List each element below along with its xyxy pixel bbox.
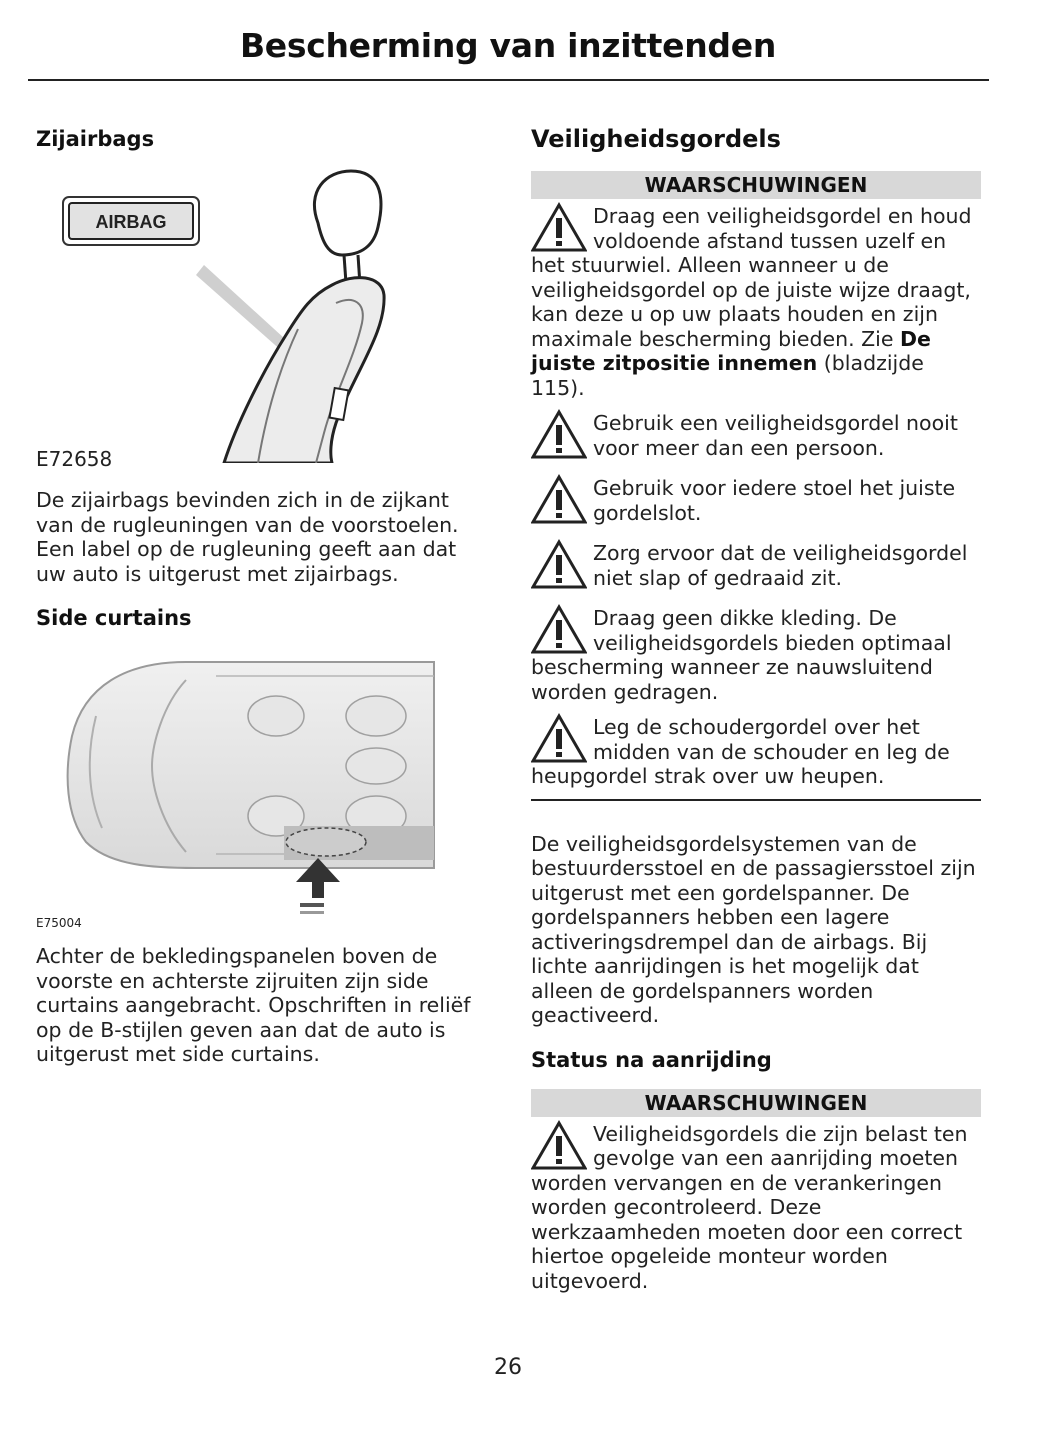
warning-text-suffix: (bladzijde 115). <box>531 351 924 400</box>
warnings-end-divider <box>531 799 981 801</box>
section-heading-seatbelts: Veiligheidsgordels <box>531 125 781 153</box>
page-title: Bescherming van inzittenden <box>239 26 777 65</box>
section-heading-side-curtains: Side curtains <box>36 606 192 630</box>
warning-item <box>531 606 981 704</box>
warning-item <box>531 1122 981 1294</box>
warning-item <box>531 715 981 789</box>
side-curtain-figure <box>36 646 491 922</box>
warning-text: Gebruik een veiligheidsgordel nooit voor meer dan een persoon. <box>593 411 958 460</box>
airbag-label-text: AIRBAG <box>95 212 167 232</box>
warning-text: Draag een veiligheidsgordel en houd voldoende afstand tussen uzelf en het stuurwiel. Alleen wanneer u de veiligheidsgordel op de juiste wijze draagt, kan deze u op uw plaats houden en zijn maximale bescherming bieden. Zie <box>531 204 972 351</box>
seat-illustration <box>36 163 491 463</box>
warning-item <box>531 204 981 400</box>
figure-code: E75004 <box>36 916 82 930</box>
left-column <box>36 124 491 1067</box>
warning-triangle-icon <box>531 409 587 459</box>
warning-text: Zorg ervoor dat de veiligheidsgordel niet slap of gedraaid zit. <box>593 541 968 590</box>
warning-triangle-icon <box>531 1120 587 1170</box>
paragraph: De zijairbags bevinden zich in de zijkant van de rugleuningen van de voorstoelen. Een label op de rugleuning geeft aan dat uw auto is uitgerust met zijairbags. <box>36 488 459 586</box>
figure-code: E72658 <box>36 447 113 471</box>
title-divider <box>28 79 989 81</box>
car-topview-illustration <box>36 646 491 922</box>
warning-text: Leg de schoudergordel over het midden van de schouder en leg de heupgordel strak over uw heupen. <box>531 715 950 788</box>
section-heading-side-airbags: Zijairbags <box>36 127 155 151</box>
warning-item <box>531 411 981 460</box>
paragraph: De veiligheidsgordelsystemen van de bestuurdersstoel en de passagiersstoel zijn uitgerust met een gordelspanner. De gordelspanners hebben een lagere activeringsdrempel dan de airbags. Bij lichte aanrijdingen is het mogelijk dat alleen de gordelspanners worden geactiveerd. <box>531 831 976 1027</box>
page-number: 26 <box>494 1355 522 1380</box>
warning-triangle-icon <box>531 713 587 763</box>
warning-item <box>531 476 981 525</box>
warnings-header: WAARSCHUWINGEN <box>531 1089 981 1117</box>
warning-text: Veiligheidsgordels die zijn belast ten gevolge van een aanrijding moeten worden vervangen en de verankeringen worden gecontroleerd. Deze werkzaamheden moeten door een correct hiertoe opgeleide monteur worden uitgevoerd. <box>531 1121 968 1293</box>
warning-triangle-icon <box>531 539 587 589</box>
warning-item <box>531 541 981 590</box>
warnings-header: WAARSCHUWINGEN <box>531 171 981 199</box>
cross-reference-link[interactable]: De juiste zitpositie innemen <box>531 326 931 375</box>
warning-triangle-icon <box>531 604 587 654</box>
warning-text: Draag geen dikke kleding. De veiligheidsgordels bieden optimaal bescherming wanneer ze nauwsluitend worden gedragen. <box>531 606 952 704</box>
paragraph: Achter de bekledingspanelen boven de voorste en achterste zijruiten zijn side curtains aangebracht. Opschriften in reliëf op de B-stijlen geven aan dat de auto is uitgerust met side curtains. <box>36 944 471 1066</box>
warning-triangle-icon <box>531 202 587 252</box>
warning-text: Gebruik voor iedere stoel het juiste gordelslot. <box>593 476 956 525</box>
section-heading-status-after-collision: Status na aanrijding <box>531 1047 772 1072</box>
side-airbag-figure <box>36 163 491 463</box>
right-column <box>531 124 981 1293</box>
warning-triangle-icon <box>531 474 587 524</box>
